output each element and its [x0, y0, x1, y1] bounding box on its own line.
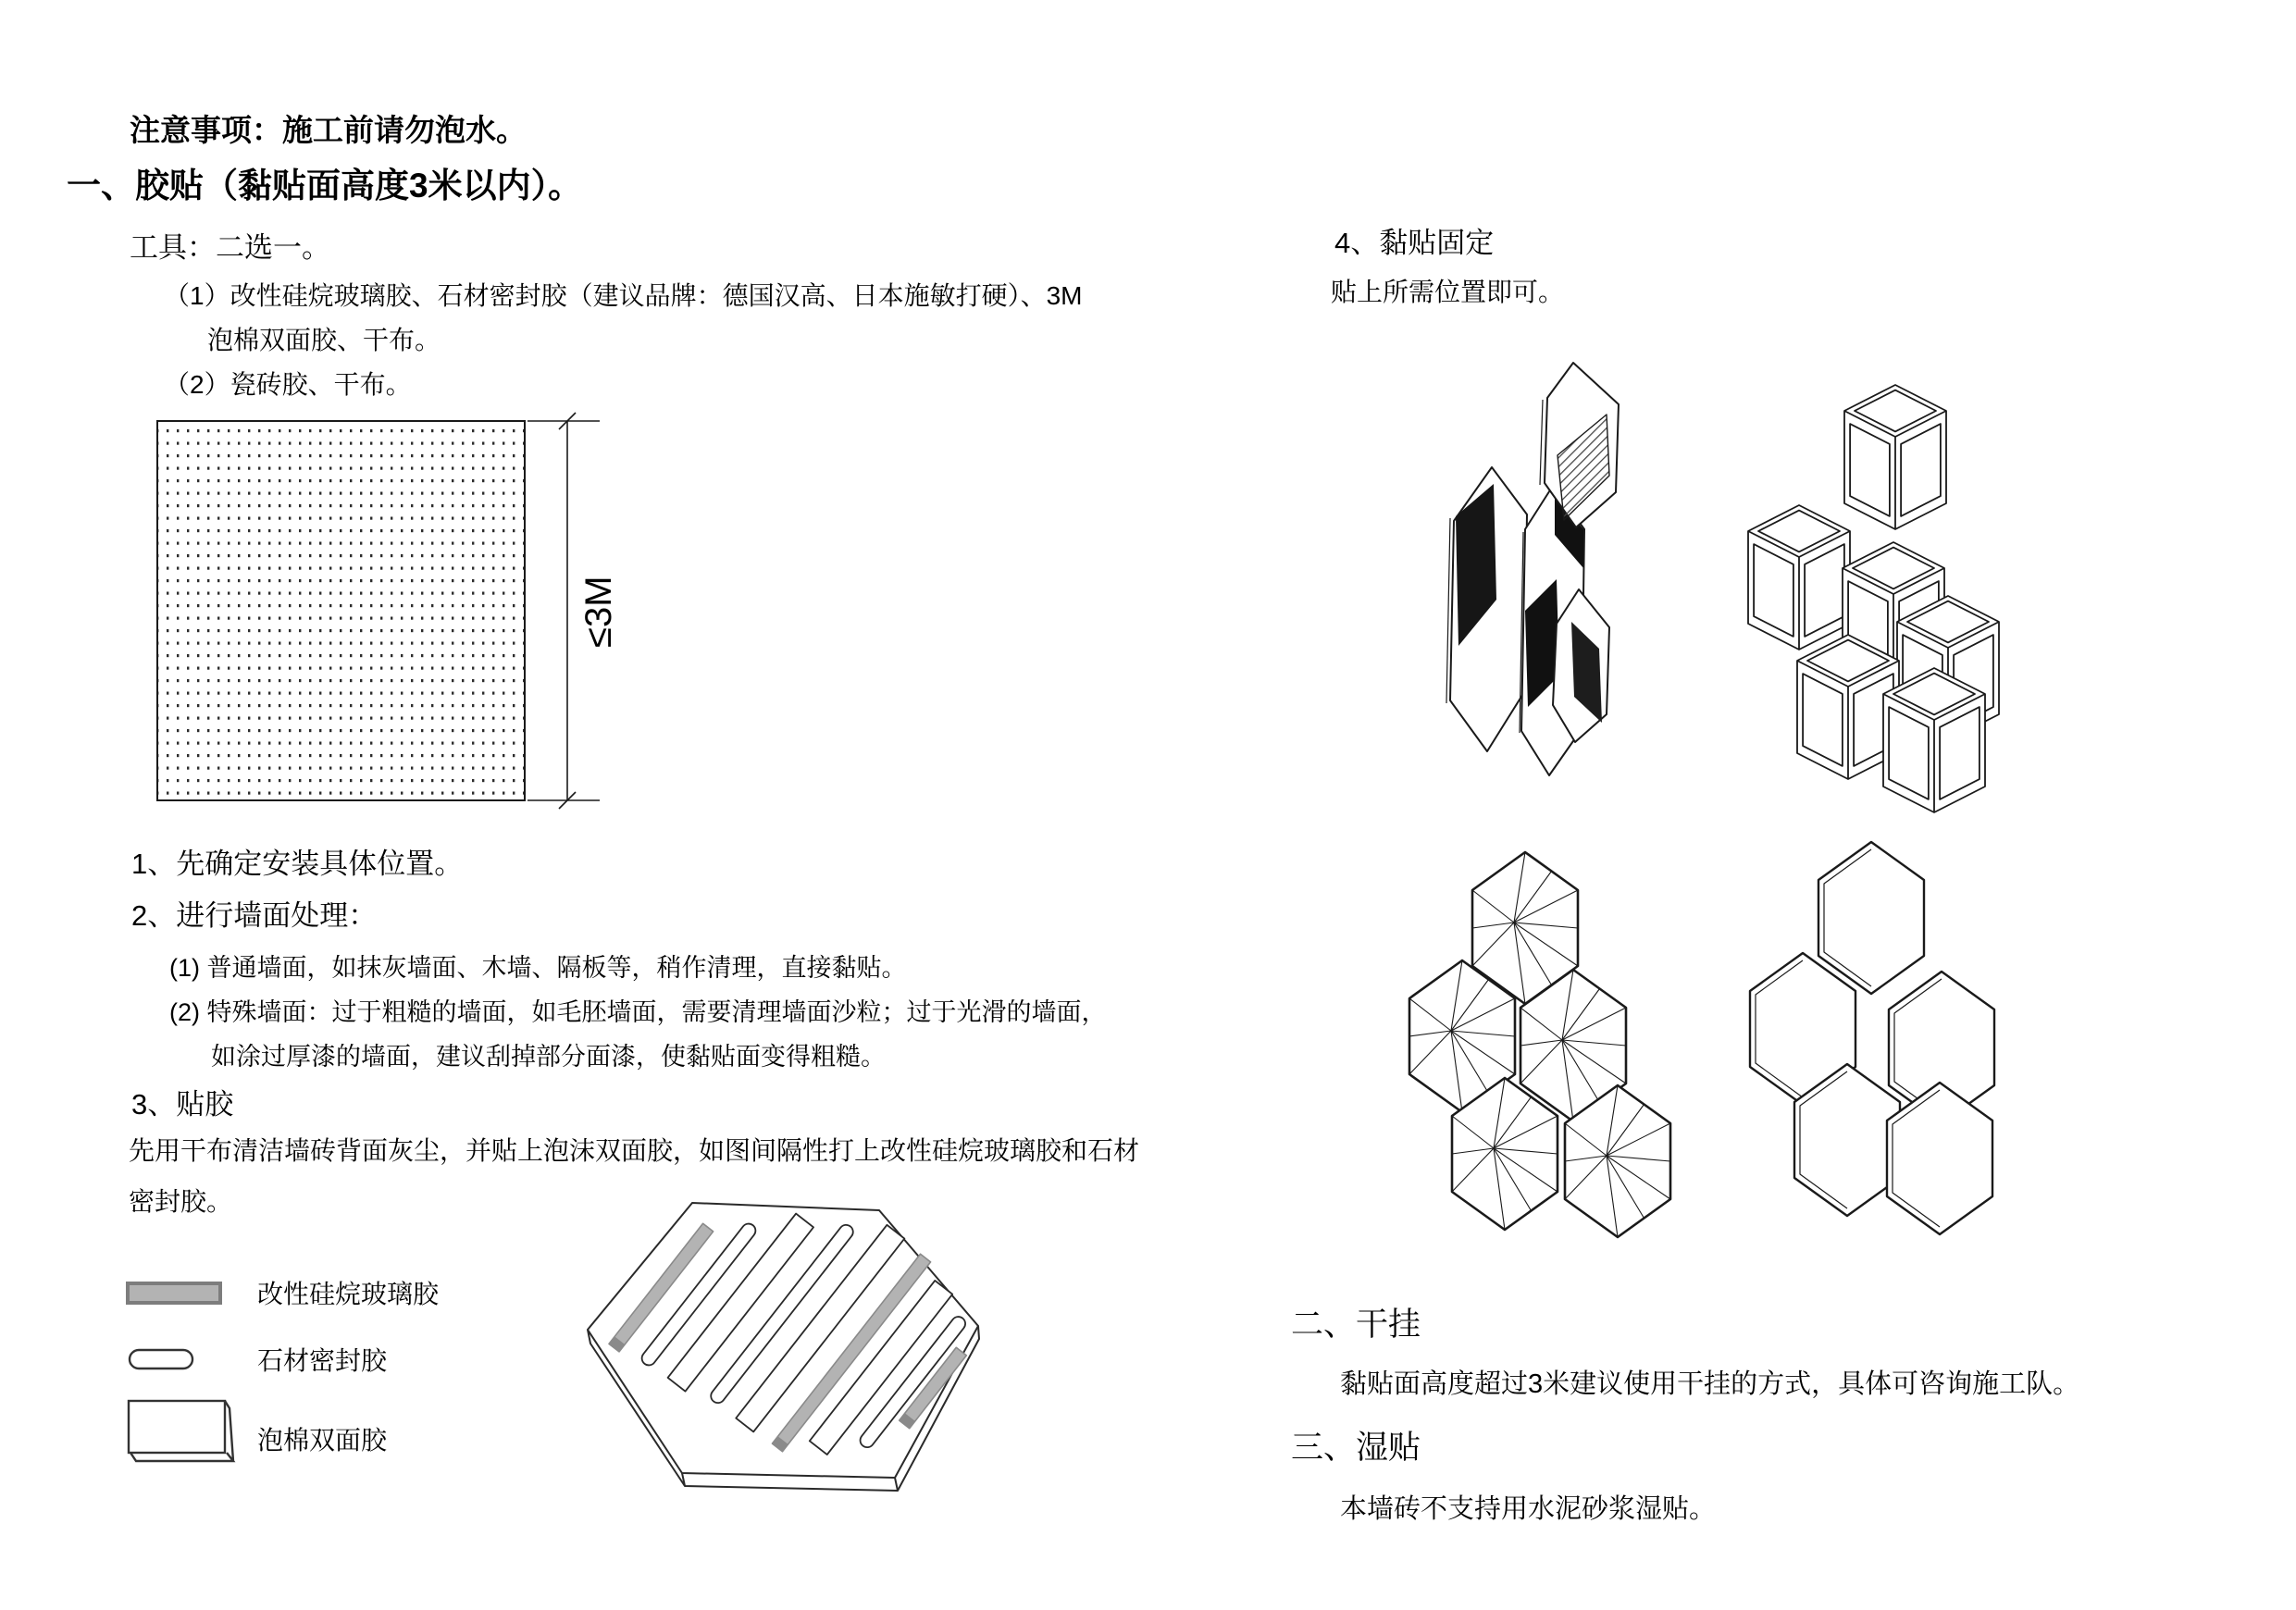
- step2-item1: (1) 普通墙面，如抹灰墙面、木墙、隔板等，稍作清理，直接黏贴。: [169, 954, 907, 982]
- tile-back-adhesive-diagram: [588, 1203, 979, 1491]
- plain-hexagon-cluster-diagram: [1750, 842, 1994, 1234]
- legend-label-stone-sealant: 石材密封胶: [257, 1346, 388, 1375]
- legend-label-foam-tape: 泡棉双面胶: [257, 1426, 388, 1455]
- step1-line: 1、先确定安装具体位置。: [131, 848, 464, 880]
- mounted-cube-cluster-diagram: [1748, 385, 1999, 812]
- legend-label-silane-glue: 改性硅烷玻璃胶: [257, 1280, 440, 1308]
- wall-area-diagram: [157, 413, 619, 809]
- legend-gray-bar: [128, 1283, 220, 1303]
- legend-swatches: [128, 1283, 233, 1461]
- legend-capsule: [130, 1350, 192, 1368]
- legend-foam-rect: [129, 1401, 233, 1461]
- section3-body: 本墙砖不支持用水泥砂浆湿贴。: [1340, 1494, 1717, 1524]
- mounting-exploded-diagram: [1446, 363, 1619, 775]
- plain-hexagon-tile: [1818, 842, 1924, 994]
- tools-heading: 工具：二选一。: [130, 231, 330, 264]
- wall-height-label: ≤3M: [578, 576, 619, 648]
- faceted-hexagon-cluster-diagram: [1409, 852, 1670, 1237]
- section3-title: 三、湿贴: [1291, 1430, 1421, 1466]
- exploded-tile: [1446, 467, 1527, 751]
- step3-line1: 先用干布清洁墙砖背面灰尘，并贴上泡沫双面胶，如图间隔性打上改性硅烷玻璃胶和石材: [129, 1136, 1140, 1165]
- step4-body: 贴上所需位置即可。: [1331, 278, 1565, 306]
- step2-item2-line2: 如涂过厚漆的墙面，建议刮掉部分面漆，使黏贴面变得粗糙。: [211, 1043, 886, 1071]
- step4-heading: 4、黏贴固定: [1334, 227, 1495, 259]
- section2-body: 黏贴面高度超过3米建议使用干挂的方式，具体可咨询施工队。: [1340, 1369, 2080, 1399]
- cube-tile: [1844, 385, 1946, 529]
- tool-option1-line2: 泡棉双面胶、干布。: [207, 326, 441, 354]
- tool-option1-line1: （1）改性硅烷玻璃胶、石材密封胶（建议品牌：德国汉高、日本施敏打硬）、3M: [164, 281, 1083, 310]
- step2-item2-line1: (2) 特殊墙面：过于粗糙的墙面，如毛胚墙面，需要清理墙面沙粒；过于光滑的墙面，: [169, 998, 1107, 1026]
- cube-tile: [1748, 505, 1850, 650]
- cube-tile: [1883, 668, 1985, 812]
- section1-title: 一、胶贴（黏贴面高度3米以内）。: [67, 167, 583, 204]
- tool-option2: （2）瓷砖胶、干布。: [164, 370, 412, 399]
- step2-heading: 2、进行墙面处理：: [131, 899, 378, 932]
- plain-hexagon-tile: [1887, 1083, 1992, 1234]
- step3-line2: 密封胶。: [129, 1187, 233, 1216]
- step3-heading: 3、贴胶: [131, 1088, 234, 1121]
- section2-title: 二、干挂: [1291, 1307, 1421, 1343]
- notice-line: 注意事项：施工前请勿泡水。: [130, 113, 527, 147]
- dotted-wall-rect: [157, 421, 525, 800]
